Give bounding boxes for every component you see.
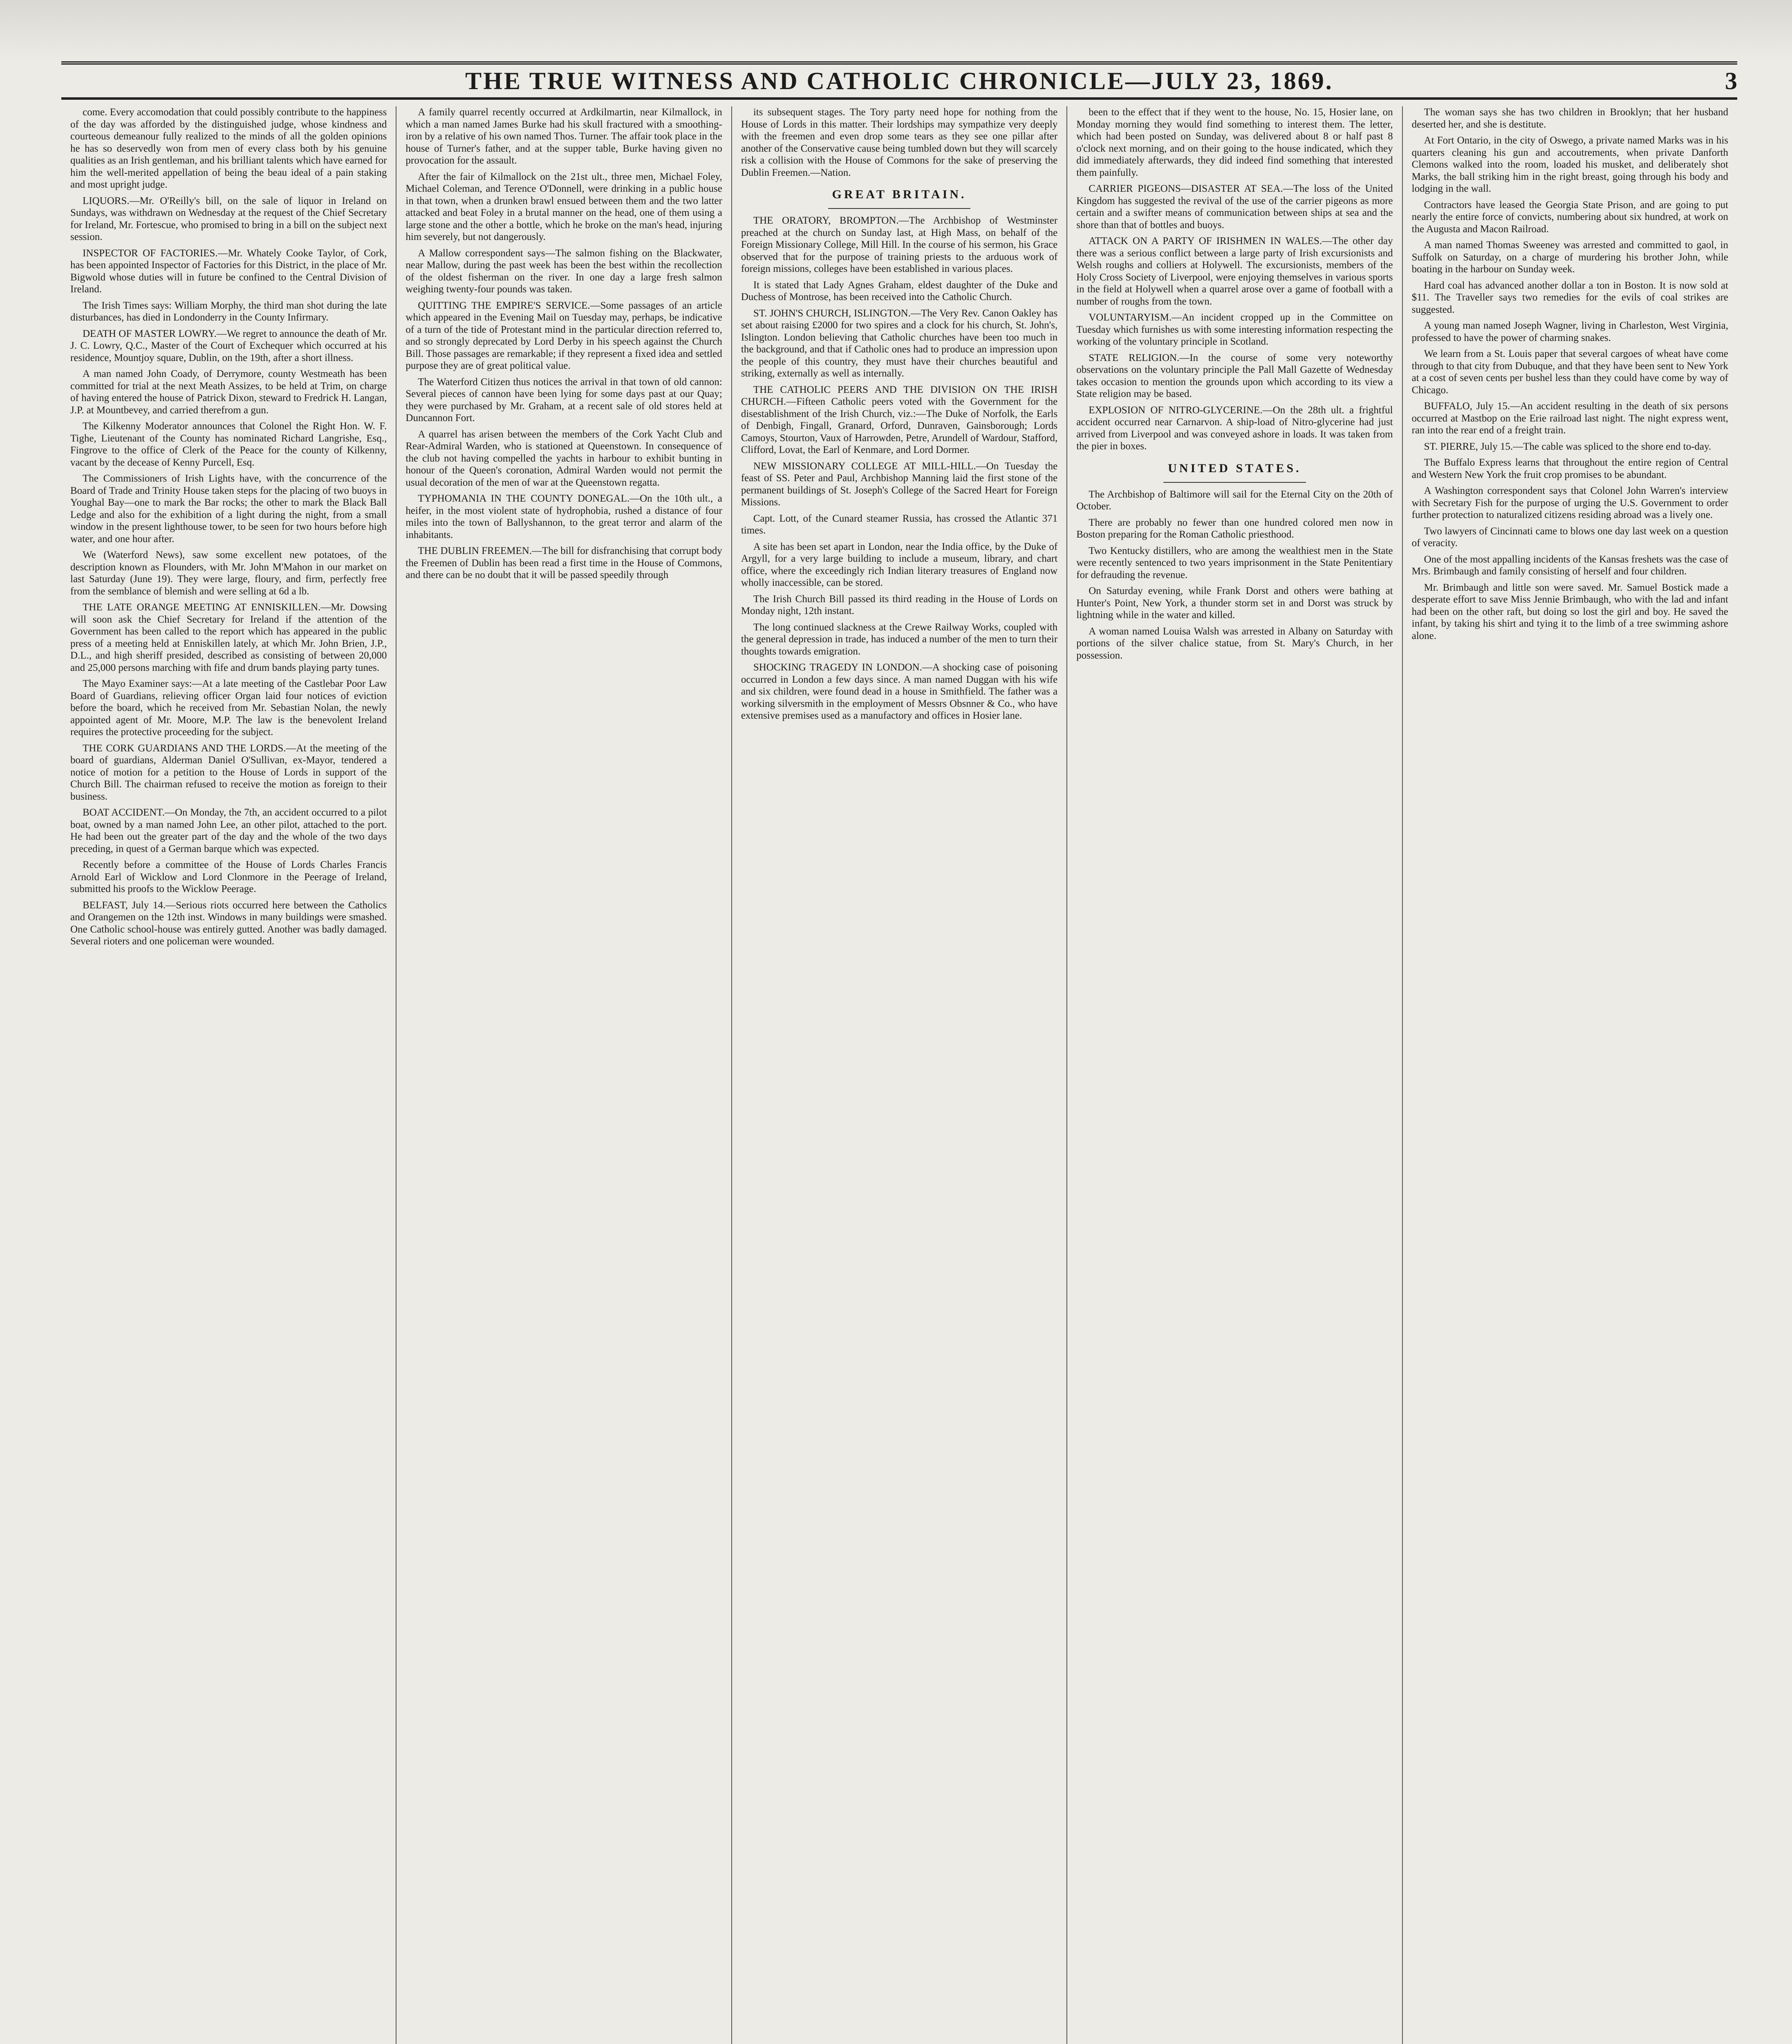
article-paragraph: THE ORATORY, BROMPTON.—The Archbishop of Westminster preached at the church on Sunday last, at High Mass, on behalf of the Foreign Missionary College, Mill Hill. In the course of his sermon, his Grace observed that for the purpose of training priests to the arduous work of foreign missions, colleges have been established in various places. [741, 215, 1058, 274]
column-4 [1067, 106, 1402, 2044]
article-paragraph: A young man named Joseph Wagner, living in Charleston, West Virginia, professed to have the power of charming snakes. [1411, 320, 1729, 343]
article-paragraph: STATE RELIGION.—In the course of some very noteworthy observations on the voluntary principle the Pall Mall Gazette of Wednesday takes occasion to mention the grounds upon which according to its view a State religion may be based. [1076, 352, 1393, 399]
article-paragraph: THE CATHOLIC PEERS AND THE DIVISION ON THE IRISH CHURCH.—Fifteen Catholic peers voted with the Government for the disestablishment of the Irish Church, viz.:—The Duke of Norfolk, the Earls of Denbigh, Fingall, Granard, Orford, Dunraven, Gainsborough; Lords Camoys, Stourton, Vaux of Harrowden, Petre, Arundell of Wardour, Stafford, Clifford, Lovat, the Earl of Kenmare, and Lord Dormer. [741, 384, 1058, 455]
section-rule [1163, 482, 1306, 483]
article-paragraph: Two lawyers of Cincinnati came to blows one day last week on a question of veracity. [1411, 525, 1729, 549]
article-paragraph: NEW MISSIONARY COLLEGE AT MILL-HILL.—On Tuesday the feast of SS. Peter and Paul, Archbishop Manning laid the first stone of the permanent buildings of St. Joseph's College of the Sacred Heart for Foreign Missions. [741, 460, 1058, 508]
column-3 [732, 106, 1067, 2044]
column-2 [396, 106, 732, 2044]
article-paragraph: A man named John Coady, of Derrymore, county Westmeath has been committed for trial at the next Meath Assizes, to be held at Trim, on charge of having entered the house of Patrick Dixon, steward to Fredrick H. Langan, J.P. at Mountbevey, and carried therefrom a gun. [70, 368, 387, 416]
article-paragraph: A quarrel has arisen between the members of the Cork Yacht Club and Rear-Admiral Warden, who is stationed at Queenstown. In consequence of the club not having compelled the yachts in harbour to exhibit bunting in honour of the Queen's coronation, Admiral Warden would not permit the usual decoration of the men of war at the Queenstown regatta. [405, 428, 722, 488]
article-paragraph: QUITTING THE EMPIRE'S SERVICE.—Some passages of an article which appeared in the Evening Mail on Tuesday may, perhaps, be indicative of a turn of the tide of Protestant mind in the particular direction referred to, and so strongly deprecated by Lord Derby in his speech against the Church Bill. Those passages are remarkable; if they represent a fixed idea and settled purpose they are of great political value. [405, 300, 722, 371]
article-paragraph: ATTACK ON A PARTY OF IRISHMEN IN WALES.—The other day there was a serious conflict between a large party of Irish excursionists and Welsh roughs and colliers at Holywell. The excursionists, members of the Holy Cross Society of Liverpool, were enjoying themselves in various sports in the field at Holywell when a quarrel arose over a game of football with a number of roughs from the town. [1076, 235, 1393, 307]
article-paragraph: BUFFALO, July 15.—An accident resulting in the death of six persons occurred at Mastbop on the Erie railroad last night. The night express went, ran into the rear end of a freight train. [1411, 401, 1729, 436]
article-paragraph: At Fort Ontario, in the city of Oswego, a private named Marks was in his quarters cleaning his gun and accoutrements, when private Danforth Clemons walked into the room, loaded his musket, and deliberately shot Marks, the ball striking him in the right breast, going through his body and lodging in the wall. [1411, 135, 1729, 194]
article-paragraph: Contractors have leased the Georgia State Prison, and are going to put nearly the entire force of convicts, numbering about six hundred, at work on the Augusta and Macon Railroad. [1411, 199, 1729, 235]
article-paragraph: EXPLOSION OF NITRO-GLYCERINE.—On the 28th ult. a frightful accident occurred near Carnarvon. A ship-load of Nitro-glycerine had just arrived from Liverpool and was conveyed ashore in loads. It was taken from the pier in boxes. [1076, 404, 1393, 452]
article-paragraph: The Irish Times says: William Morphy, the third man shot during the late disturbances, has died in Londonderry in the County Infirmary. [70, 300, 387, 323]
column-5 [1403, 106, 1737, 2044]
article-paragraph: SHOCKING TRAGEDY IN LONDON.—A shocking case of poisoning occurred in London a few days since. A man named Duggan with his wife and six children, were found dead in a house in Smithfield. The father was a working silversmith in the employment of Messrs Obsnner & Co., who have extensive premises used as a manufactory and offices in Hosier lane. [741, 662, 1058, 721]
article-paragraph: The long continued slackness at the Crewe Railway Works, coupled with the general depression in trade, has induced a number of the men to turn their thoughts towards emigration. [741, 621, 1058, 657]
article-paragraph: INSPECTOR OF FACTORIES.—Mr. Whately Cooke Taylor, of Cork, has been appointed Inspector of Factories for this District, in the place of Mr. Bigwold whose duties will in future be confined to the Central Division of Ireland. [70, 247, 387, 295]
article-paragraph: The Waterford Citizen thus notices the arrival in that town of old cannon: Several pieces of cannon have been lying for some days past at our Quay; they were purchased by Mr. Graham, at a recent sale of old stores held at Duncannon Fort. [405, 376, 722, 424]
article-paragraph: ST. JOHN'S CHURCH, ISLINGTON.—The Very Rev. Canon Oakley has set about raising £2000 for two spires and a clock for his church, St. John's, Islington. London believing that Catholic churches have been too much in the background, and that if Catholic ones had to produce an impression upon the people of this country, they must have their churches beautiful and striking, externally as well as internally. [741, 307, 1058, 379]
article-paragraph: Capt. Lott, of the Cunard steamer Russia, has crossed the Atlantic 371 times. [741, 513, 1058, 536]
article-paragraph: THE DUBLIN FREEMEN.—The bill for disfranchising that corrupt body the Freemen of Dublin has been read a first time in the House of Commons, and there can be no doubt that it will be passed speedily through [405, 545, 722, 580]
article-paragraph: CARRIER PIGEONS—DISASTER AT SEA.—The loss of the United Kingdom has suggested the revival of the use of the carrier pigeons as more certain and a swifter means of communication between ships at sea and the shore than that of bottles and buoys. [1076, 183, 1393, 231]
article-paragraph: The woman says she has two children in Brooklyn; that her husband deserted her, and she is destitute. [1411, 107, 1729, 130]
article-paragraph: There are probably no fewer than one hundred colored men now in Boston preparing for the Roman Catholic priesthood. [1076, 517, 1393, 540]
article-paragraph: its subsequent stages. The Tory party need hope for nothing from the House of Lords in this matter. Their lordships may sympathize very deeply with the freemen and even drop some tears as they see one pillar after another of the Conservative cause being tumbled down but they will scarcely risk a collision with the House of Commons for the sake of preserving the Dublin Freemen.—Nation. [741, 107, 1058, 178]
article-paragraph: A family quarrel recently occurred at Ardkilmartin, near Kilmallock, in which a man named James Burke had his skull fractured with a smoothing-iron by a relative of his own named Thos. Turner. The affair took place in the house of Turner's father, and at the supper table, Burke having given no provocation for the assault. [405, 107, 722, 166]
article-paragraph: We learn from a St. Louis paper that several cargoes of wheat have come through to that city from Dubuque, and that they have been sent to New York at a cost of seven cents per bushel less than they could have come by way of Chicago. [1411, 348, 1729, 396]
article-paragraph: BELFAST, July 14.—Serious riots occurred here between the Catholics and Orangemen on the 12th inst. Windows in many buildings were smashed. One Catholic school-house was entirely gutted. Another was badly damaged. Several rioters and one policeman were wounded. [70, 899, 387, 947]
article-paragraph: TYPHOMANIA IN THE COUNTY DONEGAL.—On the 10th ult., a heifer, in the most violent state of hydrophobia, rushed a distance of four miles into the town of Ballyshannon, to the great terror and alarm of the inhabitants. [405, 493, 722, 540]
article-paragraph: The Irish Church Bill passed its third reading in the House of Lords on Monday night, 12th instant. [741, 593, 1058, 616]
article-paragraph: BOAT ACCIDENT.—On Monday, the 7th, an accident occurred to a pilot boat, owned by a man named John Lee, an other pilot, attached to the port. He had been out the greater part of the day and the whole of the two days preceding, in quest of a German barque which was expected. [70, 807, 387, 854]
column-1 [61, 106, 396, 2044]
running-header [61, 61, 1737, 100]
article-paragraph: Two Kentucky distillers, who are among the wealthiest men in the State were recently sentenced to two years imprisonment in the State Penitentiary for defrauding the revenue. [1076, 545, 1393, 580]
article-paragraph: A site has been set apart in London, near the India office, by the Duke of Argyll, for a very large building to include a museum, library, and chart office, where the exceedingly rich Indian literary treasures of England now wholly inaccessible, can be stored. [741, 541, 1058, 588]
article-paragraph: The Buffalo Express learns that throughout the entire region of Central and Western New York the fruit crop promises to be abundant. [1411, 457, 1729, 480]
article-paragraph: We (Waterford News), saw some excellent new potatoes, of the description known as Flounders, with Mr. John M'Mahon in our market on last Saturday (June 19). They were large, floury, and firm, perfectly free from the semblance of blemish and were selling at 6d a lb. [70, 549, 387, 597]
article-paragraph: On Saturday evening, while Frank Dorst and others were bathing at Hunter's Point, New York, a thunder storm set in and Dorst was struck by lightning while in the water and killed. [1076, 585, 1393, 621]
article-paragraph: Hard coal has advanced another dollar a ton in Boston. It is now sold at $11. The Traveller says two remedies for the evils of coal strikes are suggested. [1411, 280, 1729, 315]
article-paragraph: Mr. Brimbaugh and little son were saved. Mr. Samuel Bostick made a desperate effort to save Miss Jennie Brimbaugh, who with the lad and infant had been on the other raft, but doing so lost the girl and boy. He saved the infant, by taking his shirt and tying it to the limb of a tree swimming ashore alone. [1411, 582, 1729, 641]
article-paragraph: The Archbishop of Baltimore will sail for the Eternal City on the 20th of October. [1076, 489, 1393, 512]
article-paragraph: A woman named Louisa Walsh was arrested in Albany on Saturday with portions of the silver chalice statue, from St. Mary's Church, in her possession. [1076, 625, 1393, 661]
article-paragraph: The Mayo Examiner says:—At a late meeting of the Castlebar Poor Law Board of Guardians, relieving officer Organ laid four notices of eviction before the board, which he received from Mr. Sebastian Nolan, the newly appointed agent of Mr. Moore, M.P. The law is the benevolent Ireland requires the protective proceeding for the subject. [70, 678, 387, 737]
page-title: THE TRUE WITNESS AND CATHOLIC CHRONICLE—JULY 23, 1869. [465, 67, 1333, 94]
article-paragraph: A Mallow correspondent says—The salmon fishing on the Blackwater, near Mallow, during the past week has been the best within the recollection of the oldest fisherman on the river. In one day a large fresh salmon weighing twenty-four pounds was taken. [405, 247, 722, 295]
article-paragraph: LIQUORS.—Mr. O'Reilly's bill, on the sale of liquor in Ireland on Sundays, was withdrawn on Wednesday at the request of the Chief Secretary for Ireland, Mr. Fortescue, who promised to bring in a bill on the subject next session. [70, 195, 387, 242]
article-paragraph: The Kilkenny Moderator announces that Colonel the Right Hon. W. F. Tighe, Lieutenant of the County has nominated Richard Langrishe, Esq., Fingrove to the office of Clerk of the Peace for the county of Kilkenny, vacant by the decease of Kenny Purcell, Esq. [70, 421, 387, 468]
article-paragraph: A man named Thomas Sweeney was arrested and committed to gaol, in Suffolk on Saturday, on a charge of murdering his brother John, while boating in the harbour on Sunday week. [1411, 240, 1729, 275]
article-paragraph: ST. PIERRE, July 15.—The cable was spliced to the shore end to-day. [1424, 441, 1711, 452]
section-rule [828, 208, 970, 209]
article-paragraph: THE LATE ORANGE MEETING AT ENNISKILLEN.—Mr. Dowsing will soon ask the Chief Secretary for Ireland if the attention of the Government has been called to the report which has appeared in the public press of a meeting held at Enniskillen lately, at which Mr. John Brien, J.P., D.L., and high sheriff presided, described as consisting of between 20,000 and 25,000 persons marching with fife and drum bands playing party tunes. [70, 602, 387, 673]
section-heading: UNITED STATES. [1168, 461, 1301, 475]
article-paragraph: After the fair of Kilmallock on the 21st ult., three men, Michael Foley, Michael Coleman, and Terence O'Donnell, were drinking in a public house in that town, when a drunken brawl ensued between them and the two latter attacked and beat Foley in a brutal manner on the head, one of them using a large stone and the other a bottle, which he broke on the man's head, injuring him severely, but not dangerously. [405, 171, 722, 242]
page-number: 3 [1725, 67, 1737, 94]
article-paragraph: The Commissioners of Irish Lights have, with the concurrence of the Board of Trade and Trinity House taken steps for the placing of two buoys in Youghal Bay—one to mark the Bar rocks; the other to mark the Black Ball Ledge and also for the exhibition of a light during the night, from a small window in the present lighthouse tower, to be seen for two hours before high water, and one hour after. [70, 473, 387, 545]
article-paragraph: A Washington correspondent says that Colonel John Warren's interview with Secretary Fish for the purpose of urging the U.S. Government to order further protection to naturalized citizens residing abroad was a lively one. [1411, 485, 1729, 520]
article-paragraph: VOLUNTARYISM.—An incident cropped up in the Committee on Tuesday which furnishes us with some interesting information respecting the working of the voluntary principle in Scotland. [1076, 312, 1393, 347]
article-paragraph: DEATH OF MASTER LOWRY.—We regret to announce the death of Mr. J. C. Lowry, Q.C., Master of the Court of Exchequer which occurred at his residence, Mountjoy square, Dublin, on the 19th, after a short illness. [70, 328, 387, 363]
article-paragraph: It is stated that Lady Agnes Graham, eldest daughter of the Duke and Duchess of Montrose, has been received into the Catholic Church. [741, 279, 1058, 303]
section-heading: GREAT BRITAIN. [832, 188, 967, 201]
article-paragraph: come. Every accomodation that could possibly contribute to the happiness of the day was afforded by the distinguished judge, whose kindness and courteous demeanour fully realized to the minds of all the golden opinions he has so deservedly won from men of every class both by his genuine qualities as an Irish gentleman, and his brilliant talents which have earned for him the well-merited appellation of being the beau ideal of a pain staking and most upright judge. [70, 107, 387, 190]
page-top-edge [0, 0, 1792, 61]
article-paragraph: been to the effect that if they went to the house, No. 15, Hosier lane, on Monday morning they would find something to interest them. The letter, which had been posted on Sunday, was delivered about 8 or half past 8 o'clock next morning, and on their going to the house indicated, which they did immediately afterwards, they did indeed find something that interested them painfully. [1076, 107, 1393, 178]
article-paragraph: Recently before a committee of the House of Lords Charles Francis Arnold Earl of Wicklow and Lord Clonmore in the Peerage of Ireland, submitted his proofs to the Wicklow Peerage. [70, 859, 387, 894]
article-paragraph: One of the most appalling incidents of the Kansas freshets was the case of Mrs. Brimbaugh and family consisting of herself and four children. [1411, 554, 1729, 577]
article-paragraph: THE CORK GUARDIANS AND THE LORDS.—At the meeting of the board of guardians, Alderman Daniel O'Sullivan, ex-Mayor, tendered a notice of motion for a petition to the House of Lords in support of the Church Bill. The chairman refused to receive the motion as foreign to their business. [70, 742, 387, 802]
columns-container [61, 106, 1737, 2044]
